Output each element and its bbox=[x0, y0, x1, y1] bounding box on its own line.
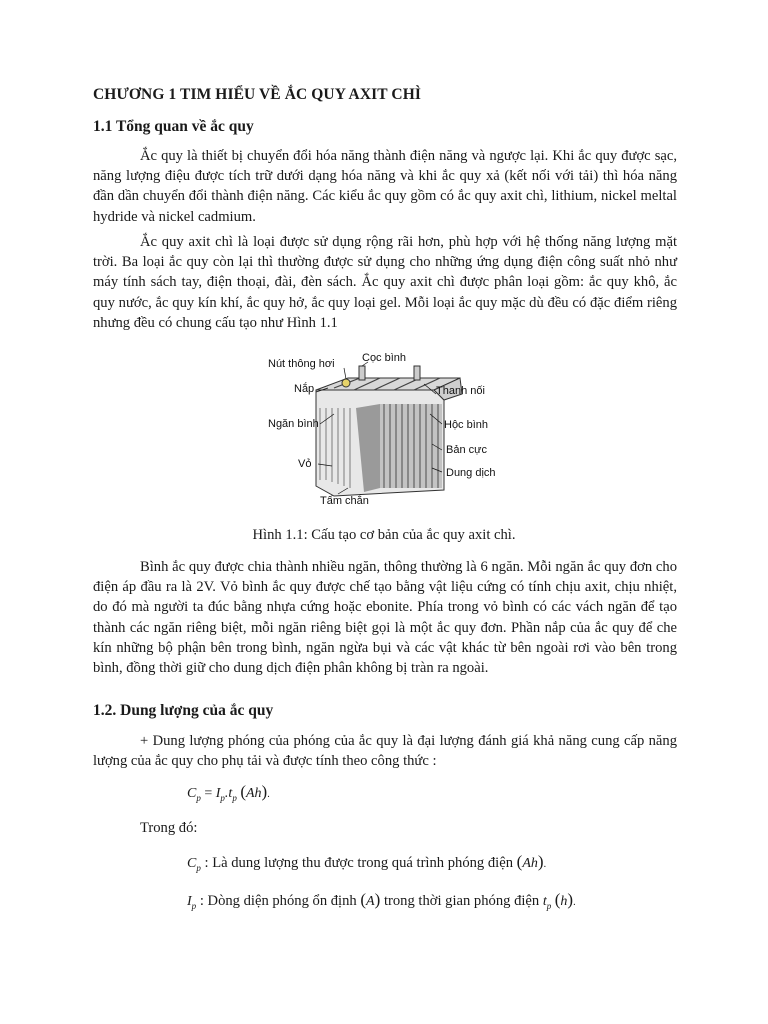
label-terminal: Cọc bình bbox=[362, 352, 407, 364]
capacity-formula: $C_p = I_p.t_p$ (Ah). bbox=[187, 782, 270, 803]
label-separator: Tấm chắn bbox=[320, 495, 369, 507]
label-vent-cap: Nút thông hơi bbox=[268, 358, 335, 370]
paragraph-capacity-definition: + Dung lượng phóng của phóng của ắc quy là đại lượng đánh giá khả năng cung cấp năng lượng của ắc quy cho phụ tải và được tính theo công thức : bbox=[93, 733, 677, 770]
symbol-ip: $I_p$ bbox=[187, 894, 197, 911]
chapter-title: CHƯƠNG 1 TIM HIỂU VỀ ẮC QUY AXIT CHÌ bbox=[93, 86, 421, 103]
paragraph-lead-acid-types: Ắc quy axit chì là loại được sử dụng rộng rãi hơn, phù hợp với hệ thống năng lượng mặt trời. Ba loại ắc quy còn lại thì thường được sử dụng cho những ứng dụng điện công suất nhỏ như máy tính sách tay, điện thoại, đài, đèn sách. Ắc quy axit chì được phân loại gồm: ắc quy khô, ắc quy nước, ắc quy kín khí, ắc quy hở, ắc quy loại gel. Mỗi loại ắc quy mặc dù đều có đặc điểm riêng nhưng đều có chung cấu tạo như Hình 1.1 bbox=[93, 234, 677, 331]
symbol-cp: $C_p$ bbox=[187, 856, 201, 873]
label-lid: Nắp bbox=[294, 383, 315, 395]
label-cell-divider: Ngăn bình bbox=[268, 418, 319, 430]
where-label: Trong đó: bbox=[140, 820, 198, 836]
battery-structure-figure bbox=[264, 348, 504, 508]
section-heading-1-1: 1.1 Tổng quan về ắc quy bbox=[93, 118, 254, 135]
label-plate: Bản cực bbox=[446, 444, 487, 456]
definition-capacity: $C_p$ : Là dung lượng thu được trong quá trình phóng điện (Ah). bbox=[187, 852, 547, 873]
figure-caption: Hình 1.1: Cấu tạo cơ bản của ắc quy axit chì. bbox=[252, 527, 516, 543]
label-cell: Hộc bình bbox=[444, 419, 489, 431]
battery-diagram bbox=[264, 348, 504, 508]
definition-current: $I_p$ : Dòng diện phóng ổn định (A) trong thời gian phóng điện $t_p$ (h). bbox=[187, 890, 576, 911]
paragraph-battery-overview: Ắc quy là thiết bị chuyển đổi hóa năng thành điện năng và ngược lại. Khi ắc quy được sạc, năng lượng điệu được tích trữ dưới dạng hóa năng và khi ắc quy xả (kết nối với tải) thì hóa năng đần dần chuyển đổi thành điện năng. Các kiểu ắc quy gồm có ắc quy axit chì, lithium, nickel meltal hydride và nickel cadmium. bbox=[93, 148, 677, 225]
section-heading-1-2: 1.2. Dung lượng của ắc quy bbox=[93, 702, 274, 719]
paragraph-battery-construction: Bình ắc quy được chia thành nhiều ngăn, thông thường là 6 ngăn. Mỗi ngăn ắc quy đơn cho điện áp đầu ra là 2V. Vỏ bình ắc quy được chế tạo bằng vật liệu cứng có tính chịu axit, chịu nhiệt, do đó mà người ta đúc bằng nhựa cứng hoặc ebonite. Phía trong vỏ bình có các vách ngăn để tạo thành các ngăn riêng biệt, mỗi ngăn riêng biệt gọi là một ắc quy đơn. Phần nắp của ắc quy để che kín những bộ phận bên trong bình, ngăn ngừa bụi và các vật khác từ bên ngoài rơi vào bên trong bình, đồng thời giữ cho dung dịch điện phân không bị tràn ra ngoài. bbox=[93, 559, 677, 677]
label-electrolyte: Dung dịch bbox=[446, 467, 496, 479]
label-case: Vỏ bbox=[298, 458, 312, 470]
label-connector: Thanh nối bbox=[436, 385, 485, 397]
